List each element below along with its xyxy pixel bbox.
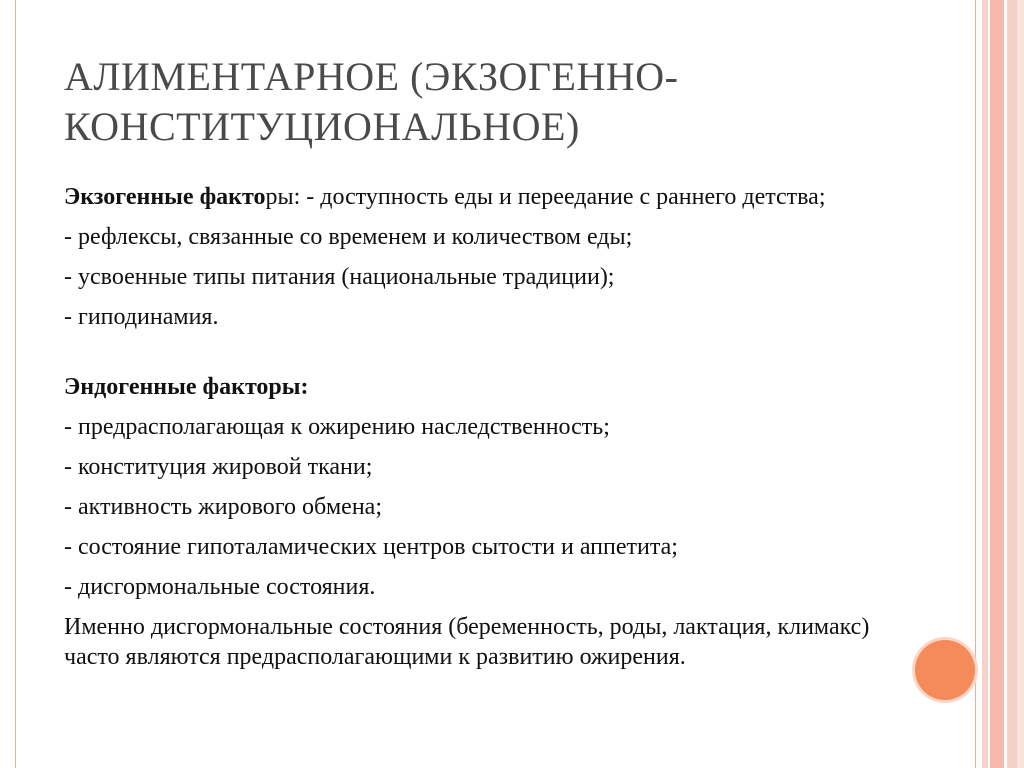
title-line-2: КОНСТИТУЦИОНАЛЬНОЕ) [64,104,580,149]
conclusion-text: Именно дисгормональные состояния (беременность, роды, лактация, климакс) часто являются предрасполагающими к развитию ожирения. [64,614,870,670]
title-line-1: АЛИМЕНТАРНОЕ (ЭКЗОГЕННО- [64,54,679,99]
slide-body [64,182,894,682]
list-item: - рефлексы, связанные со временем и количеством еды; [64,224,633,250]
exogenous-heading: Экзогенные факторы: - доступность еды и переедание с раннего детства; [64,184,826,210]
list-item: - предрасполагающая к ожирению наследственность; [64,414,610,440]
decorative-stripes [982,0,1024,768]
list-item: - состояние гипоталамических центров сытости и аппетита; [64,534,678,560]
list-item: - гиподинамия. [64,304,219,330]
list-item: - конституция жировой ткани; [64,454,373,480]
left-frame-line [15,0,16,768]
list-item: - активность жирового обмена; [64,494,382,520]
list-item: - дисгормональные состояния. [64,574,376,600]
list-item: - усвоенные типы питания (национальные традиции); [64,264,615,290]
right-frame-line [975,0,976,768]
endogenous-heading: Эндогенные факторы: [64,374,309,400]
slide-title [64,52,944,152]
decorative-circle [915,640,975,700]
